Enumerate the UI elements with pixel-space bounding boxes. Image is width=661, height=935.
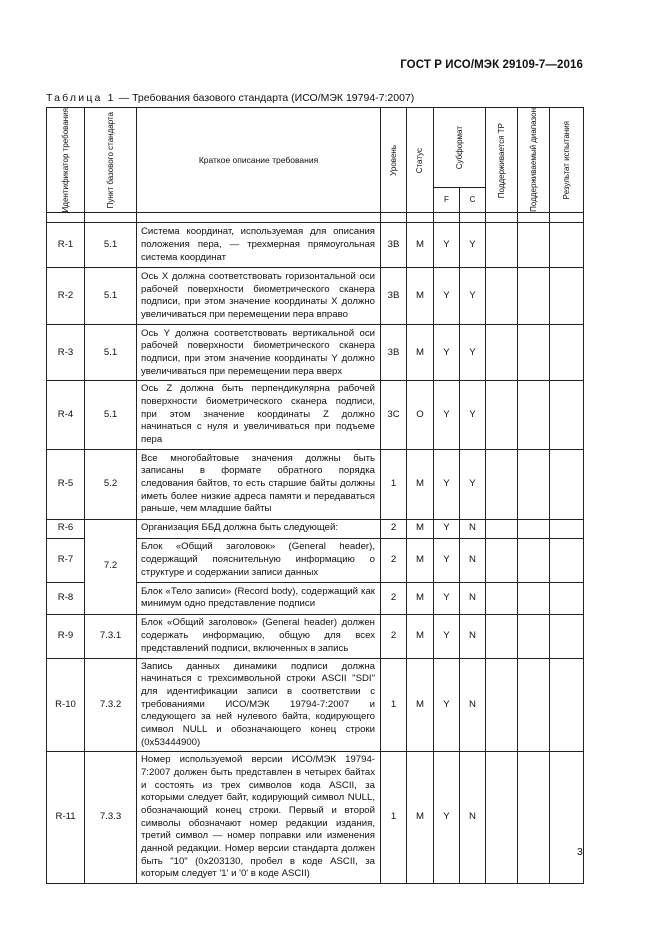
row-subformat-c: N bbox=[460, 582, 486, 614]
row-clause: 5.2 bbox=[85, 449, 137, 519]
row-description: Номер используемой версии ИСО/МЭК 19794-7:2007 должен быть представлен в четырех байтах и состоять из трех символов кода ASCII, за которыми следует байт, кодирующий символ NULL, обозначающий конец строки. Первый и второй символы обозначают номер редакции издания, третий символ — номер поправки или изменения данной редакции. Номер версии стандарта должен быть "10" (0x203130, пробел в коде ASCII, за которым следует '1' и '0' в коде ASCII) bbox=[137, 752, 381, 884]
row-subformat-c: N bbox=[460, 538, 486, 582]
row-id: R-4 bbox=[47, 381, 85, 449]
row-status: М bbox=[407, 582, 434, 614]
row-clause: 7.3.1 bbox=[85, 614, 137, 658]
col-header-supported-range: Поддерживаемый диапазон bbox=[518, 108, 550, 213]
row-subformat-c: Y bbox=[460, 268, 486, 325]
table-header-row bbox=[47, 108, 584, 188]
requirements-table bbox=[46, 107, 584, 884]
page-number: 3 bbox=[577, 846, 583, 858]
row-level: 1 bbox=[381, 449, 407, 519]
col-header-id: Идентификатор требования bbox=[47, 108, 85, 213]
table-caption bbox=[46, 92, 414, 104]
row-subformat-f: Y bbox=[434, 325, 460, 381]
row-description: Система координат, используемая для описания положения пера, — трехмерная прямоугольная система координат bbox=[137, 223, 381, 268]
row-subformat-f: Y bbox=[434, 449, 460, 519]
row-level: 2 bbox=[381, 614, 407, 658]
row-id: R-3 bbox=[47, 325, 85, 381]
row-subformat-f: Y bbox=[434, 268, 460, 325]
col-header-subformat-f: F bbox=[434, 187, 460, 213]
row-id: R-1 bbox=[47, 223, 85, 268]
row-description: Организация ББД должна быть следующей: bbox=[137, 519, 381, 538]
col-header-description: Краткое описание требования bbox=[137, 108, 381, 213]
row-level: 1 bbox=[381, 658, 407, 752]
row-level: 3С bbox=[381, 381, 407, 449]
row-level: 3В bbox=[381, 325, 407, 381]
row-subformat-f: Y bbox=[434, 752, 460, 884]
row-clause: 5.1 bbox=[85, 268, 137, 325]
row-subformat-c: Y bbox=[460, 325, 486, 381]
row-status: М bbox=[407, 223, 434, 268]
row-status: М bbox=[407, 538, 434, 582]
row-subformat-f: Y bbox=[434, 614, 460, 658]
row-subformat-c: N bbox=[460, 519, 486, 538]
row-subformat-f: Y bbox=[434, 519, 460, 538]
table-row bbox=[47, 449, 584, 519]
table-row bbox=[47, 223, 584, 268]
col-header-subformat-c: C bbox=[460, 187, 486, 213]
table-row bbox=[47, 658, 584, 752]
col-header-test-result: Результат испытания bbox=[550, 108, 584, 213]
row-status: М bbox=[407, 658, 434, 752]
row-id: R-9 bbox=[47, 614, 85, 658]
row-level: 2 bbox=[381, 582, 407, 614]
row-subformat-f: Y bbox=[434, 582, 460, 614]
row-status: М bbox=[407, 449, 434, 519]
row-clause: 5.1 bbox=[85, 381, 137, 449]
row-status: О bbox=[407, 381, 434, 449]
row-subformat-c: N bbox=[460, 658, 486, 752]
row-clause: 5.1 bbox=[85, 325, 137, 381]
col-header-supported-ip: Поддерживается ТР bbox=[486, 108, 518, 213]
col-header-level: Уровень bbox=[381, 108, 407, 213]
row-clause: 7.2 bbox=[85, 519, 137, 614]
row-description: Все многобайтовые значения должны быть записаны в формате обратного порядка следования байтов, то есть старшие байты должны иметь более низкие адреса памяти и передаваться раньше, чем младшие байты bbox=[137, 449, 381, 519]
table-spacer-row bbox=[47, 213, 584, 223]
col-header-clause: Пункт базового стандарта bbox=[85, 108, 137, 213]
row-id: R-2 bbox=[47, 268, 85, 325]
table-row bbox=[47, 752, 584, 884]
table-caption-prefix: Таблица 1 bbox=[46, 92, 116, 104]
row-description: Блок «Общий заголовок» (General header), содержащий пояснительную информацию о структуре и содержании записи данных bbox=[137, 538, 381, 582]
row-subformat-f: Y bbox=[434, 538, 460, 582]
row-clause: 7.3.2 bbox=[85, 658, 137, 752]
row-id: R-11 bbox=[47, 752, 85, 884]
row-id: R-10 bbox=[47, 658, 85, 752]
col-header-subformat: Субформат bbox=[434, 108, 486, 188]
row-subformat-c: Y bbox=[460, 449, 486, 519]
row-id: R-7 bbox=[47, 538, 85, 582]
row-id: R-6 bbox=[47, 519, 85, 538]
row-subformat-c: Y bbox=[460, 381, 486, 449]
col-header-status: Статус bbox=[407, 108, 434, 213]
row-subformat-c: Y bbox=[460, 223, 486, 268]
row-description: Блок «Тело записи» (Record body), содержащий как минимум одно представление подписи bbox=[137, 582, 381, 614]
row-description: Ось Y должна соответствовать вертикальной оси рабочей поверхности биометрического сканера подписи, при этом значение координаты Y должно увеличиваться при перемещении пера вверх bbox=[137, 325, 381, 381]
row-clause: 7.3.3 bbox=[85, 752, 137, 884]
row-subformat-f: Y bbox=[434, 223, 460, 268]
table-row bbox=[47, 268, 584, 325]
row-clause: 5.1 bbox=[85, 223, 137, 268]
row-status: М bbox=[407, 519, 434, 538]
row-status: М bbox=[407, 614, 434, 658]
table-row bbox=[47, 519, 584, 538]
row-status: М bbox=[407, 268, 434, 325]
table-row bbox=[47, 381, 584, 449]
row-subformat-c: N bbox=[460, 752, 486, 884]
row-description: Ось Z должна быть перпендикулярна рабочей поверхности биометрического сканера подписи, при этом значение координаты Z должно начинаться с нуля и увеличиваться при подъеме пера bbox=[137, 381, 381, 449]
row-description: Ось X должна соответствовать горизонтальной оси рабочей поверхности биометрического сканера подписи, при этом значение координаты X должно увеличиваться при перемещении пера вправо bbox=[137, 268, 381, 325]
table-row bbox=[47, 325, 584, 381]
row-level: 3В bbox=[381, 268, 407, 325]
row-id: R-5 bbox=[47, 449, 85, 519]
row-status: М bbox=[407, 325, 434, 381]
row-status: М bbox=[407, 752, 434, 884]
row-level: 2 bbox=[381, 538, 407, 582]
row-id: R-8 bbox=[47, 582, 85, 614]
document-standard-header: ГОСТ Р ИСО/МЭК 29109-7—2016 bbox=[400, 59, 583, 71]
row-description: Запись данных динамики подписи должна начинаться с трехсимвольной строки ASCII "SDI" для идентификации записи в соответствии с требованиями ИСО/МЭК 19794-7:2007 и следующего за ней нулевого байта, кодирующего символ NULL и обозначающего конец строки (0x53444900) bbox=[137, 658, 381, 752]
row-level: 2 bbox=[381, 519, 407, 538]
row-subformat-c: N bbox=[460, 614, 486, 658]
table-caption-text: — Требования базового стандарта (ИСО/МЭК 19794-7:2007) bbox=[115, 92, 415, 104]
row-subformat-f: Y bbox=[434, 658, 460, 752]
table-row bbox=[47, 614, 584, 658]
row-level: 3В bbox=[381, 223, 407, 268]
row-description: Блок «Общий заголовок» (General header) должен содержать информацию, общую для всех представлений подписи, включенных в запись bbox=[137, 614, 381, 658]
row-level: 1 bbox=[381, 752, 407, 884]
row-subformat-f: Y bbox=[434, 381, 460, 449]
